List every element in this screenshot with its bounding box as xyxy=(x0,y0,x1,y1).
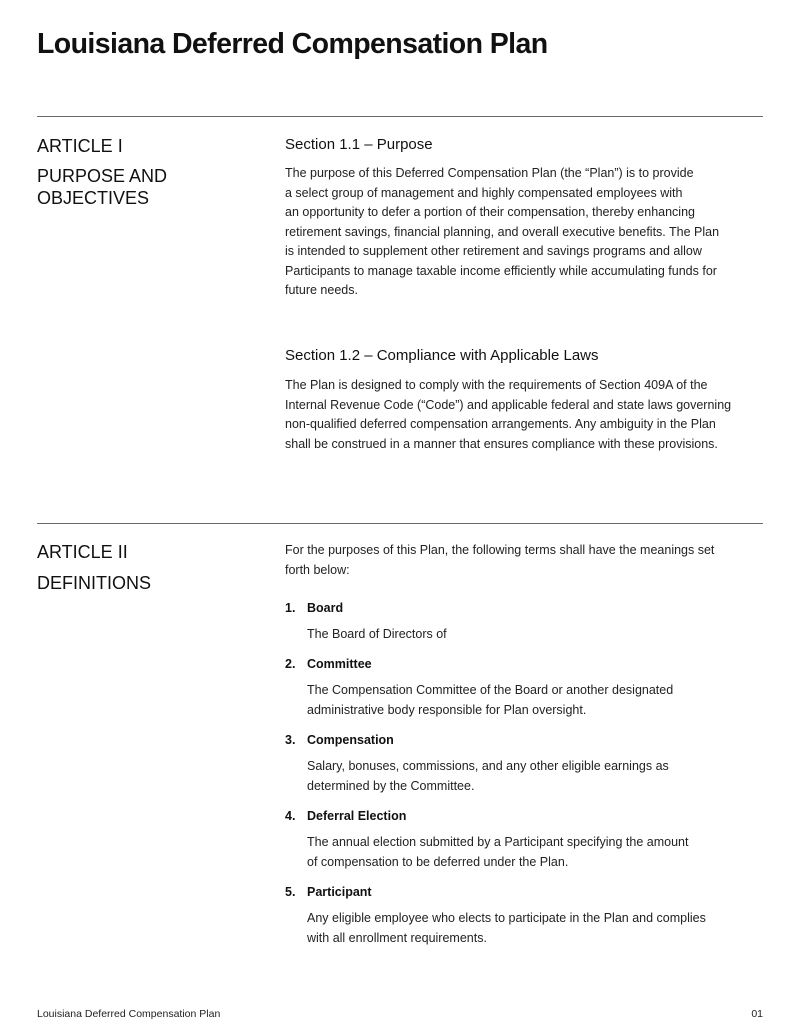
paragraph-line: an opportunity to defer a portion of their compensation, thereby enhancing xyxy=(285,205,695,219)
definition-number: 1. xyxy=(285,601,296,615)
paragraph-line: forth below: xyxy=(285,562,350,577)
paragraph-line: The Compensation Committee of the Board or another designated xyxy=(307,683,674,697)
document-title: Louisiana Deferred Compensation Plan xyxy=(37,28,548,60)
paragraph-line: The annual election submitted by a Participant specifying the amount xyxy=(307,835,689,849)
paragraph-line: Internal Revenue Code (“Code”) and applicable federal and state laws governing xyxy=(285,397,732,412)
definition-description xyxy=(307,833,762,872)
definition-term: Deferral Election xyxy=(307,809,407,823)
section-1-2-title: Section 1.2 – Compliance with Applicable Laws xyxy=(285,347,599,364)
definition-description xyxy=(307,757,762,796)
article-1-number: ARTICLE I xyxy=(37,136,123,156)
paragraph-line: Any eligible employee who elects to participate in the Plan and complies xyxy=(307,911,706,925)
section-divider xyxy=(37,523,763,524)
article-2-name: DEFINITIONS xyxy=(37,573,152,593)
paragraph-line: For the purposes of this Plan, the following terms shall have the meanings set xyxy=(285,543,715,557)
paragraph-line: The Board of Directors of xyxy=(307,627,447,641)
definition-number: 3. xyxy=(285,733,296,747)
definition-number: 2. xyxy=(285,657,296,671)
definition-description xyxy=(307,681,762,720)
paragraph-line: future needs. xyxy=(285,283,358,297)
section-divider xyxy=(37,116,763,117)
paragraph-line: The Plan is designed to comply with the requirements of Section 409A of the xyxy=(285,378,708,392)
definition-term: Board xyxy=(307,601,344,615)
definition-number: 4. xyxy=(285,809,296,823)
paragraph-line: shall be construed in a manner that ensures compliance with these provisions. xyxy=(285,436,718,451)
paragraph-line: retirement savings, financial planning, and overall executive benefits. The Plan xyxy=(285,224,720,239)
page-number: 01 xyxy=(751,1008,763,1020)
section-1-2-body xyxy=(285,376,765,454)
definition-term: Participant xyxy=(307,885,372,899)
article-1-name-line: PURPOSE AND xyxy=(37,166,168,186)
paragraph-line: Salary, bonuses, commissions, and any other eligible earnings as xyxy=(307,759,669,773)
paragraph-line: with all enrollment requirements. xyxy=(307,930,487,945)
definition-number: 5. xyxy=(285,885,296,899)
article-2-number: ARTICLE II xyxy=(37,542,128,562)
article-1-name xyxy=(37,165,237,209)
footer-document-name: Louisiana Deferred Compensation Plan xyxy=(37,1008,221,1020)
paragraph-line: determined by the Committee. xyxy=(307,778,475,793)
article-1-name-line: OBJECTIVES xyxy=(37,188,150,208)
paragraph-line: Participants to manage taxable income efficiently while accumulating funds for xyxy=(285,263,717,278)
definitions-intro xyxy=(285,541,765,580)
definition-description xyxy=(307,909,762,948)
paragraph-line: is intended to supplement other retirement and savings programs and allow xyxy=(285,244,702,258)
definition-term: Committee xyxy=(307,657,372,671)
paragraph-line: of compensation to be deferred under the Plan. xyxy=(307,854,569,869)
definition-description xyxy=(307,625,762,645)
paragraph-line: administrative body responsible for Plan oversight. xyxy=(307,702,587,717)
section-1-1-title: Section 1.1 – Purpose xyxy=(285,136,433,153)
definition-term: Compensation xyxy=(307,733,394,747)
paragraph-line: non-qualified deferred compensation arrangements. Any ambiguity in the Plan xyxy=(285,417,716,431)
paragraph-line: The purpose of this Deferred Compensation Plan (the “Plan”) is to provide xyxy=(285,166,694,180)
paragraph-line: a select group of management and highly compensated employees with xyxy=(285,185,683,200)
section-1-1-body xyxy=(285,164,765,301)
